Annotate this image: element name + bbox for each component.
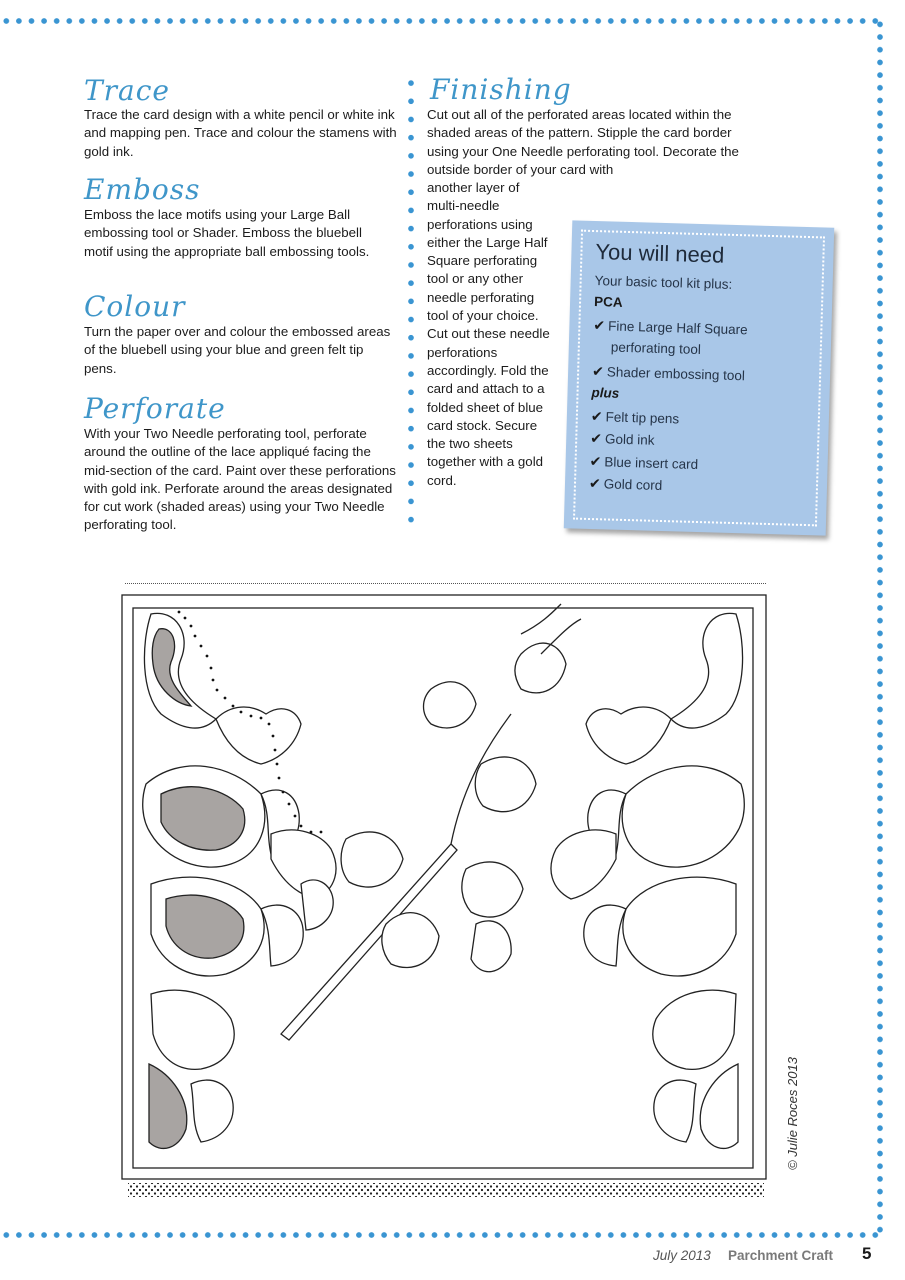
item-gold-cord <box>589 475 663 494</box>
perforate-body: With your Two Needle perforating tool, perforate around the outline of the lace appliqué facing the mid-section of the card. Paint over these perforations with gold ink. Perforate around the areas designated for cut work (shaded areas) using your Two Needle perforating tool. <box>84 426 396 533</box>
item-text: Blue insert card <box>604 454 699 473</box>
check-icon: ✔ <box>590 407 603 425</box>
check-icon: ✔ <box>591 363 605 380</box>
item-text: Shader embossing tool <box>606 364 746 384</box>
item-insert-card <box>589 453 698 473</box>
finishing-body-wide: Cut out all of the perforated areas located within the shaded areas of the pattern. Stipple the card border using your One Needle perforating tool. Decorate the outside border of your card with <box>427 107 739 177</box>
copyright-credit: © Julie Roces 2013 <box>785 1057 800 1170</box>
item-felt-pens <box>591 408 680 427</box>
finishing-body-narrow: another layer of multi-needle perforations using either the Large Half Square perforating tool or any other needle perforating tool of your choice. Cut out these needle perforations accordingly. Fold the card and attach to a folded sheet of blue card stock. Secure the two sheets together with a gold cord. <box>427 180 550 488</box>
bottom-dotted-border <box>0 1232 884 1238</box>
perforate-heading: Perforate <box>84 392 226 425</box>
item-text: Gold ink <box>604 431 655 448</box>
check-icon: ✔ <box>588 474 601 492</box>
item-half-square-cont: perforating tool <box>610 339 702 358</box>
trace-body: Trace the card design with a white pencil or white ink and mapping pen. Trace and colour the stamens with gold ink. <box>84 107 397 159</box>
check-icon: ✔ <box>589 452 602 470</box>
check-icon: ✔ <box>590 429 603 447</box>
top-dotted-border <box>0 18 880 24</box>
check-icon: ✔ <box>593 317 606 334</box>
card-pattern-illustration <box>121 594 771 1186</box>
you-will-need-box <box>564 220 834 535</box>
toolkit-intro: Your basic tool kit plus: <box>594 273 733 292</box>
footer-issue-date: July 2013 <box>653 1248 711 1263</box>
colour-heading: Colour <box>84 290 186 323</box>
item-text: Gold cord <box>603 476 663 494</box>
item-text: Felt tip pens <box>605 409 680 427</box>
right-dotted-border <box>877 18 883 1238</box>
column-divider-dots <box>408 74 414 532</box>
group-plus: plus <box>591 385 620 401</box>
group-pca: PCA <box>593 294 623 310</box>
colour-body: Turn the paper over and colour the embossed areas of the bluebell using your blue and green felt tip pens. <box>84 324 391 376</box>
perforated-border-strip <box>128 1183 764 1197</box>
item-gold-ink <box>590 430 655 449</box>
finishing-heading: Finishing <box>430 73 572 106</box>
pattern-top-dash <box>125 583 766 584</box>
footer-page-number: 5 <box>862 1244 872 1263</box>
you-will-need-title: You will need <box>595 239 725 268</box>
item-text: Fine Large Half Square <box>607 318 748 338</box>
footer-magazine-name: Parchment Craft <box>728 1248 834 1263</box>
emboss-heading: Emboss <box>84 173 201 206</box>
trace-heading: Trace <box>84 74 171 107</box>
emboss-body: Emboss the lace motifs using your Large Ball embossing tool or Shader. Emboss the bluebell motif using the appropriate ball embossing tools. <box>84 207 370 259</box>
